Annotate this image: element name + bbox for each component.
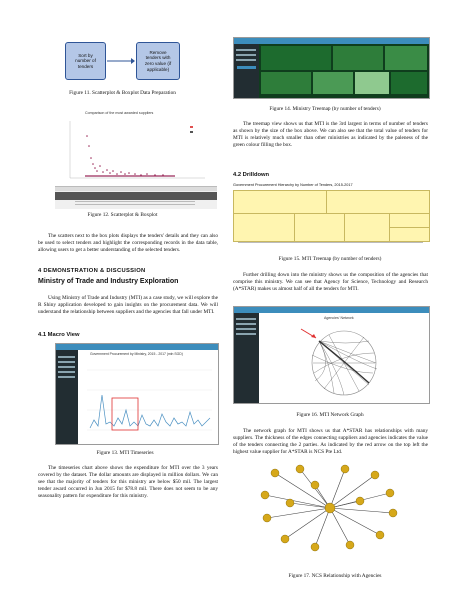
fig13-shiny-timeseries (55, 343, 219, 445)
section-heading-4: 4 DEMONSTRATION & DISCUSSION (38, 268, 146, 274)
para-network: The network graph for MTI shows us that A*STAR has relationships with many suppliers. The thickness of the edges connecting suppliers and agencies indicates the value of the tenders connecting the 2 parties. As indicated by the red arrow on the top left the highest value supplier for A*STAR is NCS Pte Ltd. (233, 428, 428, 456)
para-drilldown: Further drilling down into the ministry shows us the composition of the agencies that comprise this ministry. We can see that Agency for Science, Technology and Research (A*STAR) makes us almost half of all the tenders for MTI. (233, 272, 428, 293)
flow-box-remove: Remove tenders with zero value (if applicable) (136, 42, 180, 80)
caption-fig12: Figure 12. Scatterplot & Boxplot (87, 212, 158, 218)
fig15-title: Government Procurement Hierarchy by Number of Tenders, 2015-2017 (233, 183, 353, 187)
section-title-mti: Ministry of Trade and Industry Exploration (38, 278, 179, 285)
fig16-title: Agencies' Network (324, 316, 354, 320)
fig15-mti-treemap (233, 183, 428, 249)
fig17-ncs-relationship (255, 463, 405, 553)
fig14-treemap (259, 44, 429, 98)
fig16-network (289, 323, 399, 403)
caption-fig14: Figure 14. Ministry Treemap (by number of tenders) (269, 106, 381, 112)
fig14-shiny-treemap (233, 37, 430, 99)
caption-fig16: Figure 16. MTI Network Graph (296, 412, 364, 418)
fig13-chart-title: Government Procurement by Ministry, 2015 - 2017 (mln SGD) (90, 352, 183, 356)
fig16-shiny-network (233, 306, 430, 404)
caption-fig11: Figure 11. Scatterplot & Boxplot Data Preparation (69, 90, 176, 96)
flow-arrow (106, 56, 136, 66)
para-treemap: The treemap view shows us that MTI is the 3rd largest in terms of number of tenders as shown by the size of the box above. We can also see that the total value of tenders for MTI is relatively much smaller than other ministries as indicated by the paleness of the green colour filling the box. (233, 121, 428, 149)
fig12-scatterplot (55, 108, 217, 208)
para-mti: Using Ministry of Trade and Industry (MTI) as a case study, we will explore the R Shiny application developed to gain insights on the procurement data. We will understand the relationship between suppliers and the agencies that fall under MTI. (38, 295, 218, 316)
subsection-drilldown: 4.2 Drilldown (233, 172, 270, 178)
subsection-macro-view: 4.1 Macro View (38, 332, 80, 338)
fig12-title: Comparison of the most awarded suppliers (85, 111, 154, 115)
caption-fig13: Figure 13. MTI Timeseries (96, 450, 154, 456)
flow-box-sort: Sort by number of tenders (65, 42, 106, 80)
fig13-chart (82, 360, 216, 440)
fig12-plot (55, 116, 217, 188)
caption-fig17: Figure 17. NCS Relationship with Agencies (288, 573, 382, 579)
para-timeseries: The timeseries chart above shows the expenditure for MTI over the 3 years covered by the dataset. The dollar amounts are displayed in million dollars. We can see that the majority of tenders for this ministry are below $50 mil. The largest tender award occurred in Jun 2015 for $78.8 mil. There does not seem to be any seasonality pattern for expenditure for this ministry. (38, 465, 218, 500)
fig12-data-table (55, 186, 217, 209)
caption-fig15: Figure 15. MTI Treemap (by number of tenders) (278, 256, 382, 262)
para-scatter: The scatters next to the box plots displays the tenders' details and they can also be used to select tenders and highlight the corresponding records in the data table, allowing users to get a better understanding of the selected tenders. (38, 233, 218, 254)
